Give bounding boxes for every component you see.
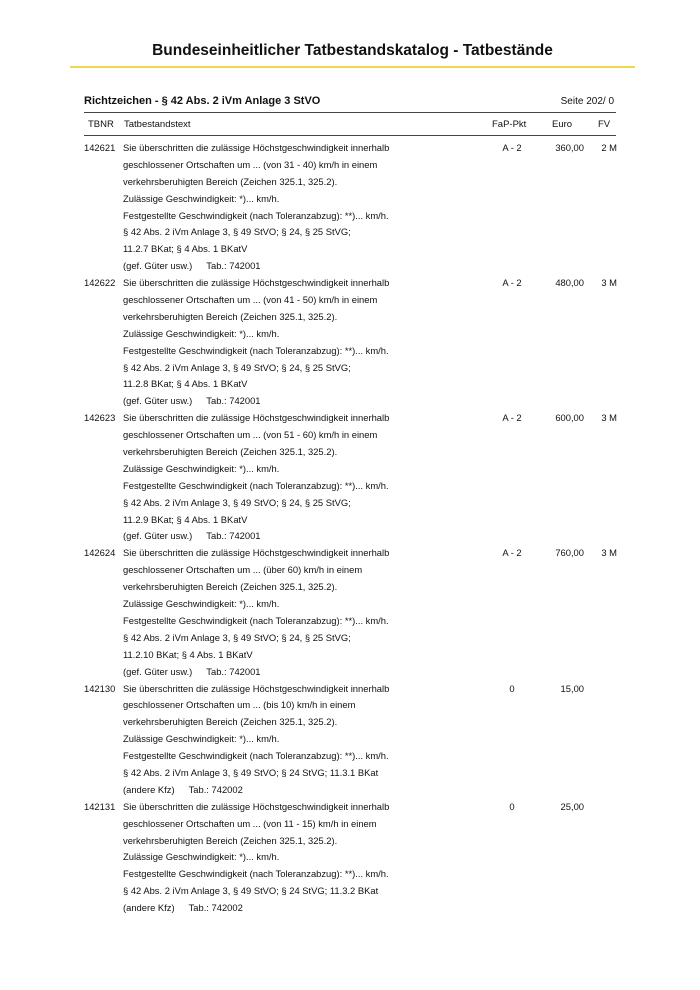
- entry-text-line: Zulässige Geschwindigkeit: *)... km/h.: [123, 192, 280, 204]
- entry-euro: 25,00: [560, 800, 584, 812]
- document-title: Bundeseinheitlicher Tatbestandskatalog - Tatbestände: [152, 42, 553, 59]
- entry-fap-points: A - 2: [502, 547, 522, 559]
- entry-fv: 3 M: [601, 277, 617, 289]
- entry-euro: 480,00: [555, 277, 584, 289]
- entry-text-line: geschlossener Ortschaften um ... (über 60) km/h in einem: [123, 564, 363, 576]
- entry-text-line: Sie überschritten die zulässige Höchstgeschwindigkeit innerhalb: [123, 800, 390, 812]
- entry-text: [123, 410, 616, 545]
- entry-text-line: verkehrsberuhigten Bereich (Zeichen 325.1, 325.2).: [123, 716, 338, 728]
- header-fv: FV: [598, 119, 611, 130]
- entry-tbnr: 142623: [84, 412, 116, 424]
- entry-text-line: § 42 Abs. 2 iVm Anlage 3, § 49 StVO; § 24, § 25 StVG;: [123, 496, 351, 508]
- entry-category: (andere Kfz): [123, 783, 175, 795]
- entry-text-line: Zulässige Geschwindigkeit: *)... km/h.: [123, 851, 280, 863]
- entry-text-line: § 42 Abs. 2 iVm Anlage 3, § 49 StVO; § 24 StVG; 11.3.2 BKat: [123, 885, 379, 897]
- section-title: Richtzeichen - § 42 Abs. 2 iVm Anlage 3 StVO: [84, 95, 321, 107]
- entry-text-line: Zulässige Geschwindigkeit: *)... km/h.: [123, 327, 280, 339]
- entry-tbnr: 142130: [84, 682, 116, 694]
- entry-text-line: 11.2.10 BKat; § 4 Abs. 1 BKatV: [123, 648, 253, 660]
- entry-text: [123, 681, 616, 799]
- entries-list: [84, 140, 616, 917]
- entry-text: [123, 545, 616, 680]
- entry-text-line: geschlossener Ortschaften um ... (von 51 - 60) km/h in einem: [123, 429, 378, 441]
- entry-text-line: geschlossener Ortschaften um ... (von 11 - 15) km/h in einem: [123, 817, 377, 829]
- table-row: [84, 545, 616, 680]
- entry-text-line: verkehrsberuhigten Bereich (Zeichen 325.1, 325.2).: [123, 834, 338, 846]
- title-rule: [70, 66, 635, 68]
- entry-category: (gef. Güter usw.): [123, 665, 193, 677]
- entry-text-line: § 42 Abs. 2 iVm Anlage 3, § 49 StVO; § 24 StVG; 11.3.1 BKat: [123, 766, 379, 778]
- entry-text: [123, 140, 616, 275]
- entry-euro: 360,00: [555, 142, 584, 153]
- entry-tab-reference: Tab.: 742001: [206, 260, 261, 272]
- entry-text-line: verkehrsberuhigten Bereich (Zeichen 325.1, 325.2).: [123, 310, 338, 322]
- entry-tbnr: 142622: [84, 277, 116, 289]
- entry-fap-points: 0: [509, 682, 515, 694]
- entry-last-line: [123, 664, 616, 681]
- entry-text-line: Festgestellte Geschwindigkeit (nach Toleranzabzug): **)... km/h.: [123, 209, 389, 221]
- entry-euro: 760,00: [555, 547, 584, 559]
- entry-text-line: Festgestellte Geschwindigkeit (nach Toleranzabzug): **)... km/h.: [123, 750, 389, 762]
- header-tbnr: TBNR: [88, 119, 114, 130]
- entry-last-line: [123, 258, 616, 275]
- header-text: Tatbestandstext: [124, 119, 191, 130]
- entry-text-line: verkehrsberuhigten Bereich (Zeichen 325.1, 325.2).: [123, 581, 338, 593]
- table-header: [84, 112, 616, 136]
- entry-tab-reference: Tab.: 742001: [206, 530, 261, 542]
- entry-text-line: 11.2.7 BKat; § 4 Abs. 1 BKatV: [123, 243, 248, 255]
- entry-euro: 15,00: [560, 682, 584, 694]
- entry-tab-reference: Tab.: 742001: [206, 665, 261, 677]
- entry-text: [123, 799, 616, 917]
- entry-text-line: Festgestellte Geschwindigkeit (nach Toleranzabzug): **)... km/h.: [123, 344, 389, 356]
- entry-fap-points: A - 2: [502, 142, 522, 153]
- entry-fap-points: 0: [509, 800, 515, 812]
- entry-last-line: [123, 900, 616, 917]
- entry-euro: 600,00: [555, 412, 584, 424]
- entry-tbnr: 142624: [84, 547, 116, 559]
- entry-text-line: Sie überschritten die zulässige Höchstgeschwindigkeit innerhalb: [123, 142, 390, 153]
- entry-text-line: § 42 Abs. 2 iVm Anlage 3, § 49 StVO; § 24, § 25 StVG;: [123, 631, 351, 643]
- entry-text-line: 11.2.8 BKat; § 4 Abs. 1 BKatV: [123, 378, 248, 390]
- entry-text-line: verkehrsberuhigten Bereich (Zeichen 325.1, 325.2).: [123, 446, 338, 458]
- entry-tbnr: 142621: [84, 142, 116, 153]
- entry-tab-reference: Tab.: 742001: [206, 395, 261, 407]
- entry-text: [123, 275, 616, 410]
- entry-text-line: Sie überschritten die zulässige Höchstgeschwindigkeit innerhalb: [123, 412, 390, 424]
- table-row: [84, 410, 616, 545]
- entry-text-line: Festgestellte Geschwindigkeit (nach Toleranzabzug): **)... km/h.: [123, 479, 389, 491]
- entry-text-line: § 42 Abs. 2 iVm Anlage 3, § 49 StVO; § 24, § 25 StVG;: [123, 361, 351, 373]
- entry-last-line: [123, 782, 616, 799]
- entry-text-line: Zulässige Geschwindigkeit: *)... km/h.: [123, 733, 280, 745]
- entry-text-line: Zulässige Geschwindigkeit: *)... km/h.: [123, 598, 280, 610]
- table-row: [84, 799, 616, 917]
- entry-tbnr: 142131: [84, 800, 116, 812]
- page-number: Seite 202/ 0: [560, 96, 614, 107]
- entry-text-line: Sie überschritten die zulässige Höchstgeschwindigkeit innerhalb: [123, 277, 390, 289]
- entry-category: (gef. Güter usw.): [123, 395, 193, 407]
- entry-category: (gef. Güter usw.): [123, 260, 193, 272]
- entry-last-line: [123, 393, 616, 410]
- entry-fv: 2 M: [601, 142, 617, 153]
- entry-tab-reference: Tab.: 742002: [188, 902, 243, 914]
- entry-tab-reference: Tab.: 742002: [188, 783, 243, 795]
- entry-text-line: 11.2.9 BKat; § 4 Abs. 1 BKatV: [123, 513, 248, 525]
- entry-fv: 3 M: [601, 547, 617, 559]
- entry-text-line: geschlossener Ortschaften um ... (bis 10) km/h in einem: [123, 699, 356, 711]
- header-euro: Euro: [552, 119, 573, 130]
- entry-category: (gef. Güter usw.): [123, 530, 193, 542]
- entry-text-line: geschlossener Ortschaften um ... (von 31 - 40) km/h in einem: [123, 158, 378, 170]
- entry-text-line: Zulässige Geschwindigkeit: *)... km/h.: [123, 462, 280, 474]
- entry-text-line: Sie überschritten die zulässige Höchstgeschwindigkeit innerhalb: [123, 682, 390, 694]
- table-row: [84, 140, 616, 275]
- entry-fv: 3 M: [601, 412, 617, 424]
- table-row: [84, 275, 616, 410]
- entry-last-line: [123, 528, 616, 545]
- table-row: [84, 681, 616, 799]
- entry-text-line: Festgestellte Geschwindigkeit (nach Toleranzabzug): **)... km/h.: [123, 614, 389, 626]
- entry-text-line: Sie überschritten die zulässige Höchstgeschwindigkeit innerhalb: [123, 547, 390, 559]
- entry-text-line: geschlossener Ortschaften um ... (von 41 - 50) km/h in einem: [123, 294, 378, 306]
- entry-text-line: § 42 Abs. 2 iVm Anlage 3, § 49 StVO; § 24, § 25 StVG;: [123, 226, 351, 238]
- header-fap: FaP-Pkt: [492, 119, 527, 130]
- entry-fap-points: A - 2: [502, 277, 522, 289]
- entry-fap-points: A - 2: [502, 412, 522, 424]
- entry-text-line: Festgestellte Geschwindigkeit (nach Toleranzabzug): **)... km/h.: [123, 868, 389, 880]
- entry-category: (andere Kfz): [123, 902, 175, 914]
- entry-text-line: verkehrsberuhigten Bereich (Zeichen 325.1, 325.2).: [123, 175, 338, 187]
